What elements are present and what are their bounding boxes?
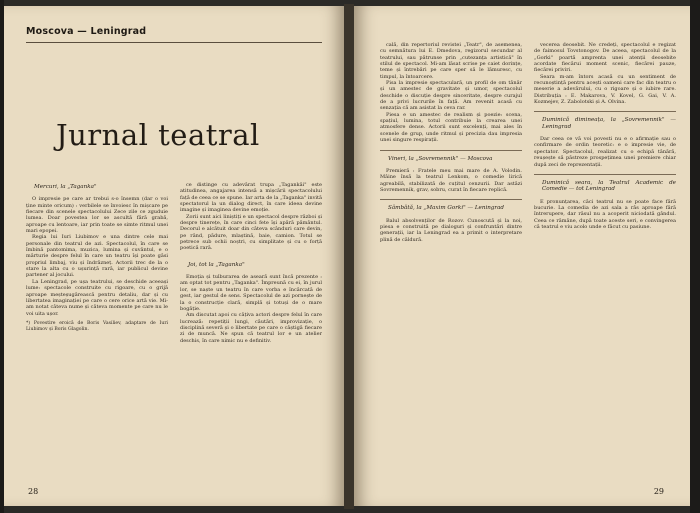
- entry-divider: [380, 199, 522, 200]
- paragraph: Balul absolvenților de Rozov. Cunoscută și la noi, piesa e construită pe dialoguri și confruntări dintre generații, iar la Leningrad ea a primit o interpretare plină de căldură.: [380, 217, 522, 243]
- paragraph: Seara m-am întors acasă cu un sentiment de recunoștință pentru acești oameni care fac din teatru o meserie a adevărului, cu o rigoare și o iubire rare. Distribuția : E. Makarova, V. Kovel, G. Gai, V. A. Kozmejev, Z. Zabolotski și A. Olvina.: [534, 73, 676, 106]
- entry-subtitle: Sâmbătă, la „Maxim Gorki" — Leningrad: [388, 205, 505, 212]
- paragraph: La Leningrad, pe ușa teatrului, se deschide aceeași lume: spectacole construite cu rigoare, cu o grijă aproape meșteșugărească pentru detaliu, dar și cu libertatea imaginației pe care o cere orice artă vie. Mi-am notat câteva nume și câteva momente pe care nu le voi uita ușor.: [26, 278, 168, 317]
- entry-divider: [534, 174, 676, 175]
- paragraph: E pronunțarea, căci teatrul nu se poate face fără bucurie. La comedia de azi sala a râs aproape fără întrerupere, dar râsul nu a acoperit niciodată gândul. Ceea ce rămâne, după toate aceste seri, e convingerea că teatrul e viu acolo unde e făcut cu pasiune.: [534, 198, 676, 230]
- paragraph: O impresie pe care ar trebui s-o însemn (dar o voi ține minte oricum) : verbilele se învoiesc în mișcare pe fiecare din scenele spectacolului Zece zile ce zguduie lumea. Doar povestea lor se ascultă fără grabă, aproape cu lentoare, iar prin toate se simte ritmul unei mari epopei.: [26, 196, 168, 235]
- entry-subtitle: Vineri, la „Sovremennik" — Moscova: [388, 155, 493, 162]
- paragraph: ce distinge cu adevărat trupa „Tagankăi" este atitudinea, angajarea intensă a mișcării spectacolului față de ceea ce se spune. Iar arta de la „Taganka" invită spectatorul la un dialog direct, în care ideea devine imagine și imaginea devine emoție.: [180, 182, 322, 214]
- entry-subtitle: Duminică seara, la Teatrul Academic de Comedie — tot Leningrad: [542, 179, 676, 193]
- paragraph: Zorii sunt aici liniștiți e un spectacol despre război și despre tinerețe, în care cinci fete își apără pământul. Decorul e alcătuit doar din câteva scânduri care devin, pe rând, pădure, mlaștină, baie, camion. Totul se petrece sub ochii noștri, cu simplitate și cu o forță poetică rară.: [180, 213, 322, 252]
- entry-subtitle: Joi, tot la „Taganka": [188, 261, 245, 268]
- entry-subtitle: Mercuri, la „Taganka": [34, 184, 97, 190]
- paragraph: Regia lui Iuri Liubimov e una dintre cele mai personale din teatrul de azi. Spectacolul, în care se îmbină pantomima, muzica, lumina și cuvântul, e o mărturie despre felul în care un teatru își poate găsi propriul limbaj, viu și îndrăzneț. Actorii trec de la o stare la alta cu o ușurință rară, iar publicul devine partener al jocului.: [26, 234, 168, 279]
- book-gutter: [344, 4, 354, 509]
- left-column-1: [26, 182, 168, 474]
- paragraph: Piesa e un amestec de realism și poezie: scena, spațiul, lumina, totul contribuie la crearea unei atmosfere dense. Actorii sunt excelenți, mai ales în scenele de grup, unde ritmul și precizia dau impresia unei singure respirații.: [380, 111, 522, 144]
- paragraph: Premieră : Fratele meu mai mare de A. Volodin. Mâine însă la teatrul Lenkom, o comedie lirică agreabilă, stabilizată de cuțitul cenzurii. Dar astăzi Sovremennik, grav, sobru, curat în fiecare replică.: [380, 167, 522, 193]
- entry-divider: [534, 111, 676, 112]
- header-rule: [26, 42, 322, 43]
- entry-subtitle: Duminică dimineața, la „Sovremennik" — Leningrad: [542, 117, 676, 130]
- entry-divider: [380, 150, 522, 151]
- article-title: Jurnal teatral: [56, 118, 260, 152]
- paragraph: Emoția și tulburarea de aseară sunt încă prezente : am optat tot pentru „Taganka". Împreună cu ei, în jurul lor, se naște un teatru în care vorba e încărcată de gest, iar gestul de sens. Spectacolul de azi pornește de la o construcție clară, simplă și totuși de o mare bogăție.: [180, 274, 322, 312]
- right-column-1: [380, 42, 522, 480]
- book-cover-edge-right: [690, 0, 700, 513]
- page-number: 29: [653, 487, 664, 496]
- left-page: [4, 6, 344, 506]
- paragraph: vecerea deosebit. Ne credeți, spectacolul e regizat de faimosul Tovstonogov. De aceea, spectacolul de la „Gorki" poartă amprenta unei atenții deosebite acordate fiecărui moment scenic, fiecărei pauze, fiecărei priviri.: [534, 42, 676, 74]
- paragraph: Pisa la impresie spectaculară, un profil de om tânăr și un amestec de gravitate și umor, spectacolul deschide o discuție despre sinceritate, despre curajul de a privi lucrurile în față. Am revenit acasă cu senzația că am asistat la ceva rar.: [380, 80, 522, 112]
- page-number: 28: [28, 487, 39, 496]
- paragraph: Am discutat apoi cu câțiva actori despre felul în care lucrează: repetiții lungi, căutări, improvizație, o disciplină severă și o libertate pe care o câștigă fiecare zi de muncă. Ne spun că teatrul lor e un atelier deschis, în care nimic nu e definitiv.: [180, 312, 322, 344]
- left-column-2: [180, 182, 322, 474]
- paragraph: Dar ceea ce vă voi povesti nu e o afirmație sau o confirmare de ordin teoretic: e o impresie vie, de spectator. Spectacolul, realizat cu o echipă tânără, reușește să păstreze prospețimea unei premiere chiar după zeci de reprezentații.: [534, 136, 676, 168]
- right-column-2: [534, 42, 676, 480]
- footnote: *) Povestire eroică de Boris Vasiliev, adaptare de Iuri Liubimov și Boris Glagolin.: [26, 320, 168, 333]
- paragraph: cală, din repertoriul revistei „Teatr", de asemenea, cu semnătura lui E. Dmedova, regizorul secundar al teatrului, sau pătrunse prin „cutezanța artistică" în stilul de spectacol. Mi-am lăsat scrise pe caiet dorințe, teme și întrebări pe care sper să le lămuresc, cu timpul, la întoarcere.: [380, 42, 522, 80]
- section-header: Moscova — Leningrad: [26, 26, 147, 37]
- right-page: [354, 6, 690, 506]
